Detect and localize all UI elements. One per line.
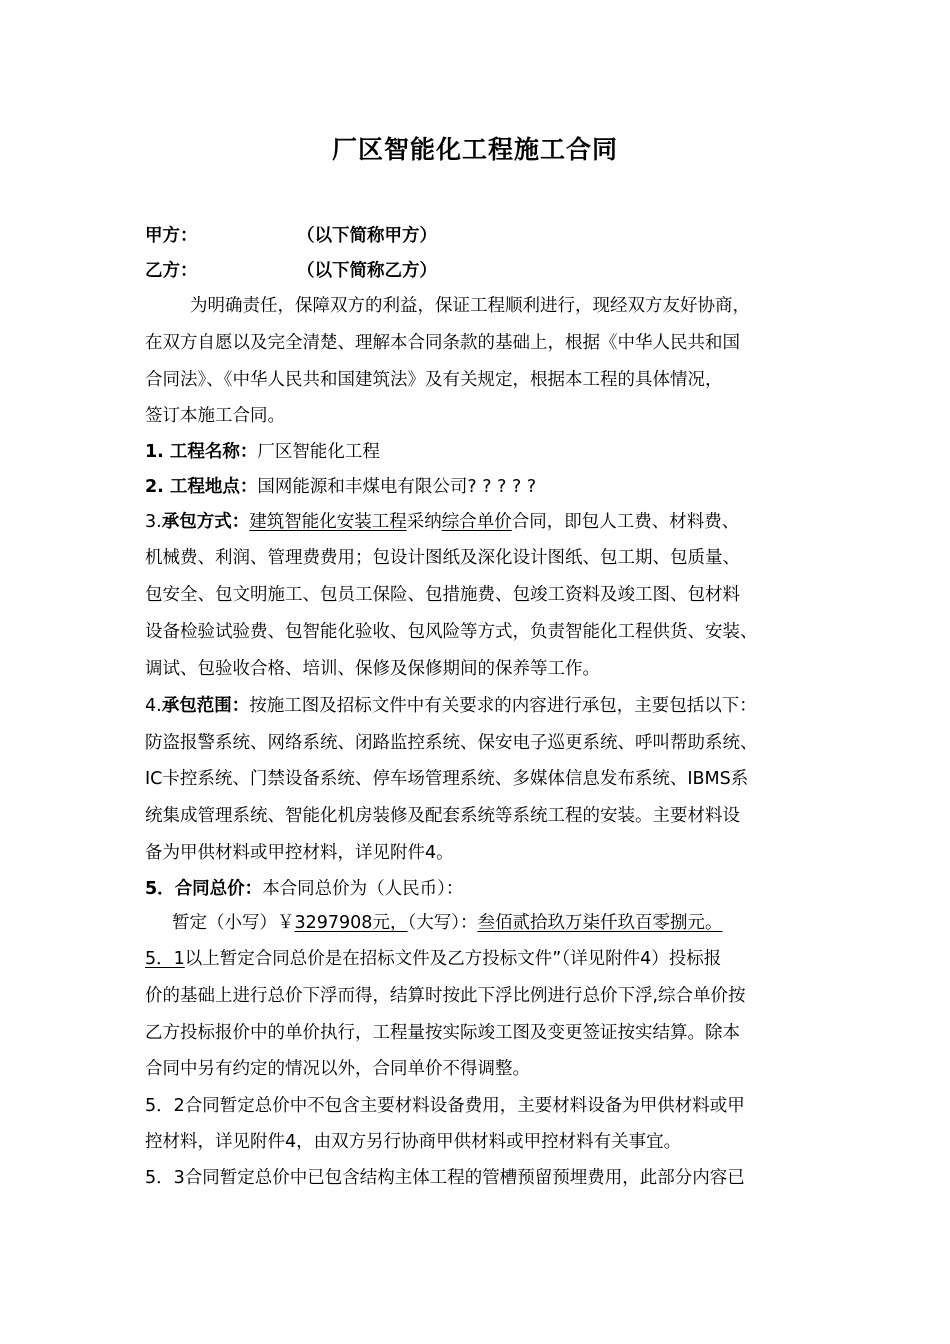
item-3-line: 包安全、包文明施工、包员工保险、包措施费、包竣工资料及竣工图、包材料 bbox=[145, 585, 740, 605]
item-5-1-line: 合同中另有约定的情况以外，合同单价不得调整。 bbox=[145, 1059, 530, 1079]
intro-line: 在双方自愿以及完全清楚、理解本合同条款的基础上，根据《中华人民共和国 bbox=[145, 333, 740, 353]
intro-line: 合同法》、《中华人民共和国建筑法》及有关规定，根据本工程的具体情况， bbox=[145, 370, 723, 390]
item-5-2-line: 控材料，详见附件4，由双方另行协商甲供材料或甲控材料有关事宜。 bbox=[145, 1132, 682, 1152]
item-3-text: 采纳 bbox=[406, 512, 442, 532]
intro-line: 为明确责任，保障双方的利益，保证工程顺利进行，现经双方友好协商， bbox=[190, 296, 750, 316]
party-a-line bbox=[145, 224, 825, 248]
item-4-num: 4. bbox=[145, 696, 162, 716]
item-4-line: IC卡控系统、门禁设备系统、停车场管理系统、多媒体信息发布系统、IBMS系 bbox=[145, 769, 749, 789]
item-4-line: 备为甲供材料或甲控材料，详见附件4。 bbox=[145, 843, 454, 863]
item-5-3-line: 5．3合同暂定总价中已包含结构主体工程的管槽预留预埋费用，此部分内容已 bbox=[145, 1168, 745, 1188]
item-3 bbox=[145, 510, 825, 534]
price-small: 3297908元， bbox=[294, 913, 408, 933]
item-4-line: 防盗报警系统、网络系统、闭路监控系统、保安电子巡更系统、呼叫帮助系统、 bbox=[145, 733, 758, 753]
item-4-text: 按施工图及招标文件中有关要求的内容进行承包，主要包括以下： bbox=[249, 696, 757, 716]
item-4-label: 承包范围： bbox=[161, 696, 250, 716]
price-prefix: 暂定（小写）￥ bbox=[172, 913, 295, 933]
party-b-line bbox=[145, 259, 825, 283]
contract-title: 厂区智能化工程施工合同 bbox=[331, 135, 618, 164]
item-3-num: 3. bbox=[145, 512, 162, 532]
item-5-num: 5． bbox=[145, 879, 175, 899]
item-5 bbox=[145, 877, 825, 901]
intro-line: 签订本施工合同。 bbox=[145, 406, 285, 426]
item-4 bbox=[145, 694, 825, 718]
price-big: 叁佰贰拾玖万柒仟玖百零捌元。 bbox=[477, 913, 723, 933]
party-a-label: 甲方： bbox=[145, 226, 198, 246]
item-5-1-line: 乙方投标报价中的单价执行，工程量按实际竣工图及变更签证按实结算。除本 bbox=[145, 1023, 740, 1043]
contract-price-line bbox=[172, 911, 832, 935]
item-1-label: 工程名称： bbox=[169, 442, 258, 462]
item-5-1-num: 5．1 bbox=[145, 949, 185, 969]
item-5-1-text: 以上暂定合同总价是在招标文件及乙方投标文件”（详见附件4）投标报 bbox=[184, 949, 722, 969]
party-a-note: （以下简称甲方） bbox=[297, 226, 437, 246]
party-b-note: （以下简称乙方） bbox=[297, 261, 437, 281]
item-1 bbox=[145, 440, 825, 464]
item-2-num: 2. bbox=[145, 477, 170, 497]
item-3-text: 合同，即包人工费、材料费、 bbox=[511, 512, 740, 532]
party-b-label: 乙方： bbox=[145, 261, 198, 281]
item-3-underlined-text: 建筑智能化安装工程 bbox=[249, 512, 407, 532]
item-5-2-line: 5．2合同暂定总价中不包含主要材料设备费用，主要材料设备为甲供材料或甲 bbox=[145, 1096, 745, 1116]
item-1-num: 1. bbox=[145, 442, 170, 462]
item-3-label: 承包方式： bbox=[161, 512, 250, 532]
item-2-value: 国网能源和丰煤电有限公司? ? ? ? ? bbox=[257, 477, 537, 497]
item-2-label: 工程地点： bbox=[169, 477, 258, 497]
item-3-line: 机械费、利润、管理费费用；包设计图纸及深化设计图纸、包工期、包质量、 bbox=[145, 548, 740, 568]
item-4-line: 统集成管理系统、智能化机房装修及配套系统等系统工程的安装。主要材料设 bbox=[145, 806, 740, 826]
item-3-underlined-text: 综合单价 bbox=[441, 512, 512, 532]
price-mid: （大写）： bbox=[407, 913, 478, 933]
item-5-label: 合同总价： bbox=[174, 879, 263, 899]
item-5-value: 本合同总价为（人民币）： bbox=[262, 879, 464, 899]
item-1-value: 厂区智能化工程 bbox=[257, 442, 380, 462]
item-2 bbox=[145, 475, 825, 499]
item-5-1 bbox=[145, 947, 825, 971]
item-5-1-line: 价的基础上进行总价下浮而得，结算时按此下浮比例进行总价下浮,综合单价按 bbox=[145, 986, 746, 1006]
item-3-line: 设备检验试验费、包智能化验收、包风险等方式，负责智能化工程供货、安装、 bbox=[145, 622, 758, 642]
item-3-line: 调试、包验收合格、培训、保修及保修期间的保养等工作。 bbox=[145, 659, 600, 679]
